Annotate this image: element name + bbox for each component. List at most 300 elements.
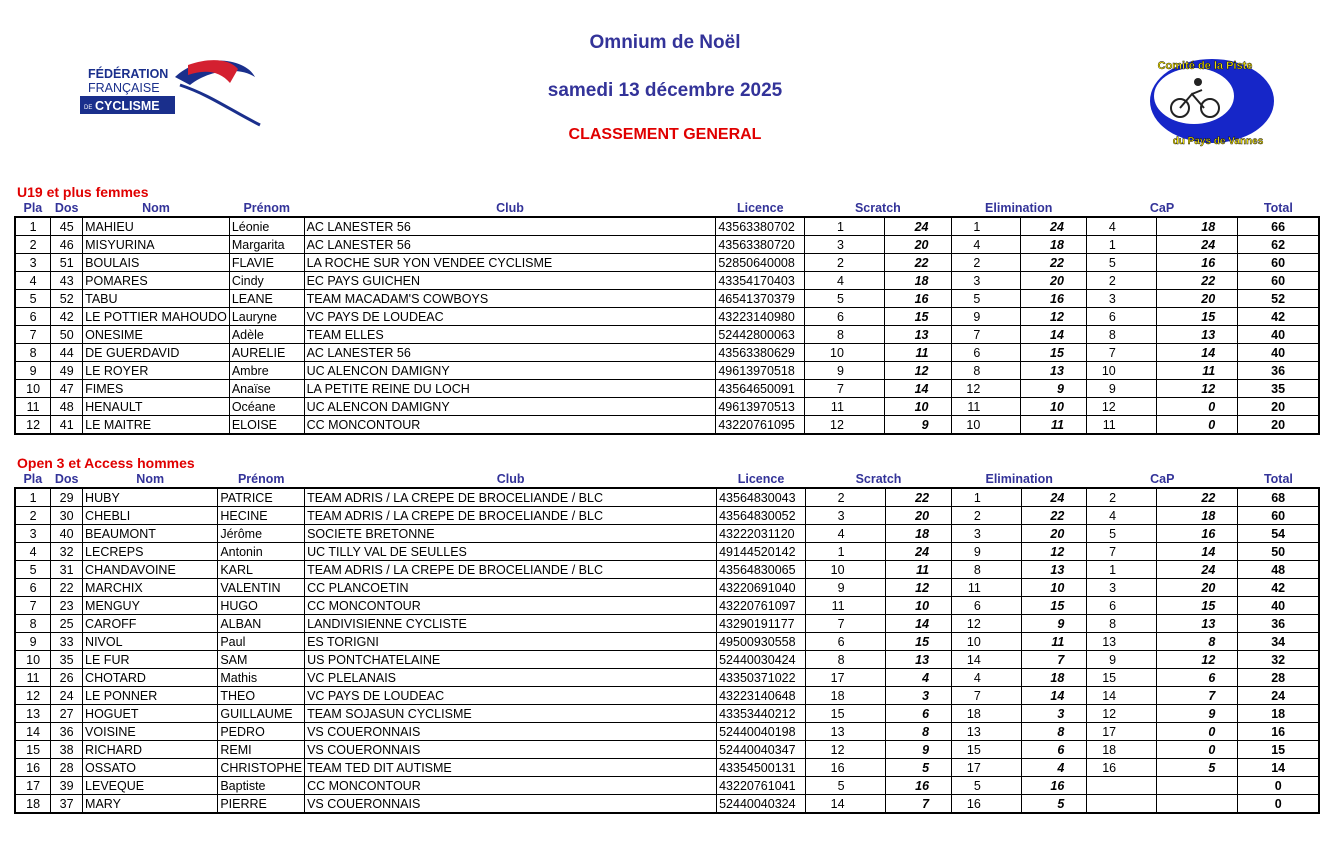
table-row bbox=[15, 597, 1319, 615]
club-cell: VC PLELANAIS bbox=[305, 669, 717, 687]
licence-cell: 49613970518 bbox=[716, 362, 805, 380]
table-row bbox=[15, 669, 1319, 687]
elimination-points-cell: 22 bbox=[1021, 507, 1087, 525]
cap-points-cell bbox=[1157, 795, 1238, 814]
total-cell: 54 bbox=[1238, 525, 1319, 543]
cap-place-cell: 1 bbox=[1087, 561, 1157, 579]
ffc-logo bbox=[80, 55, 270, 130]
nom-cell: CAROFF bbox=[83, 615, 218, 633]
cap-place-cell: 18 bbox=[1087, 741, 1157, 759]
licence-cell: 43220691040 bbox=[717, 579, 806, 597]
nom-cell: MENGUY bbox=[83, 597, 218, 615]
scratch-place-cell: 18 bbox=[805, 687, 885, 705]
col-cap: CaP bbox=[1149, 201, 1175, 215]
cap-points-cell: 0 bbox=[1157, 723, 1238, 741]
prenom-cell: KARL bbox=[218, 561, 305, 579]
pla-cell: 5 bbox=[15, 561, 51, 579]
nom-cell: LE ROYER bbox=[83, 362, 230, 380]
elimination-points-cell: 6 bbox=[1021, 741, 1087, 759]
dos-cell: 43 bbox=[51, 272, 83, 290]
cap-place-cell: 1 bbox=[1086, 236, 1156, 254]
club-cell: VS COUERONNAIS bbox=[305, 795, 717, 814]
elimination-points-cell: 12 bbox=[1021, 308, 1087, 326]
prenom-cell: HECINE bbox=[218, 507, 305, 525]
col-nom: Nom bbox=[136, 472, 165, 486]
nom-cell: CHEBLI bbox=[83, 507, 218, 525]
nom-cell: VOISINE bbox=[83, 723, 218, 741]
col-prenom: Prénom bbox=[243, 201, 290, 215]
event-title: Omnium de Noël bbox=[589, 32, 741, 53]
scratch-place-cell: 8 bbox=[805, 326, 885, 344]
licence-cell: 52440040324 bbox=[717, 795, 806, 814]
scratch-place-cell: 3 bbox=[805, 507, 885, 525]
table-row bbox=[15, 272, 1319, 290]
scratch-place-cell: 10 bbox=[805, 344, 885, 362]
elimination-points-cell: 24 bbox=[1021, 217, 1087, 236]
table-row bbox=[15, 633, 1319, 651]
classement-title: CLASSEMENT GENERAL bbox=[568, 126, 762, 143]
total-cell: 60 bbox=[1238, 507, 1319, 525]
licence-cell: 43222031120 bbox=[717, 525, 806, 543]
cap-place-cell: 6 bbox=[1087, 597, 1157, 615]
scratch-place-cell: 5 bbox=[805, 290, 885, 308]
licence-cell: 49500930558 bbox=[717, 633, 806, 651]
scratch-points-cell: 3 bbox=[885, 687, 952, 705]
col-pla: Pla bbox=[23, 201, 43, 215]
total-cell: 36 bbox=[1238, 362, 1319, 380]
cap-place-cell: 10 bbox=[1086, 362, 1156, 380]
cap-points-cell: 16 bbox=[1157, 525, 1238, 543]
scratch-points-cell: 13 bbox=[885, 651, 952, 669]
total-cell: 24 bbox=[1238, 687, 1319, 705]
cap-points-cell: 0 bbox=[1156, 398, 1237, 416]
dos-cell: 48 bbox=[51, 398, 83, 416]
total-cell: 48 bbox=[1238, 561, 1319, 579]
elimination-place-cell: 14 bbox=[952, 651, 1022, 669]
club-cell: ES TORIGNI bbox=[305, 633, 717, 651]
table-row bbox=[15, 398, 1319, 416]
dos-cell: 26 bbox=[51, 669, 83, 687]
elimination-place-cell: 11 bbox=[951, 398, 1021, 416]
nom-cell: LE FUR bbox=[83, 651, 218, 669]
dos-cell: 23 bbox=[51, 597, 83, 615]
elimination-points-cell: 12 bbox=[1021, 543, 1087, 561]
club-cell: CC MONCONTOUR bbox=[304, 416, 716, 435]
dos-cell: 33 bbox=[51, 633, 83, 651]
pla-cell: 2 bbox=[15, 236, 51, 254]
cap-points-cell: 12 bbox=[1157, 651, 1238, 669]
results-table-open3-hommes bbox=[14, 472, 1320, 814]
cap-points-cell: 0 bbox=[1157, 741, 1238, 759]
total-cell: 42 bbox=[1238, 308, 1319, 326]
elimination-points-cell: 18 bbox=[1021, 669, 1087, 687]
table-row bbox=[15, 615, 1319, 633]
table-row bbox=[15, 687, 1319, 705]
prenom-cell: ALBAN bbox=[218, 615, 305, 633]
nom-cell: LE POTTIER MAHOUDO bbox=[83, 308, 230, 326]
total-cell: 34 bbox=[1238, 633, 1319, 651]
scratch-place-cell: 5 bbox=[805, 777, 885, 795]
total-cell: 40 bbox=[1238, 597, 1319, 615]
cap-place-cell: 5 bbox=[1086, 254, 1156, 272]
elimination-points-cell: 20 bbox=[1021, 525, 1087, 543]
club-cell: EC PAYS GUICHEN bbox=[304, 272, 716, 290]
elimination-place-cell: 6 bbox=[952, 597, 1022, 615]
cap-place-cell: 14 bbox=[1087, 687, 1157, 705]
col-total: Total bbox=[1263, 201, 1293, 215]
table-row bbox=[15, 741, 1319, 759]
pla-cell: 10 bbox=[15, 380, 51, 398]
col-elimination: Elimination bbox=[985, 472, 1053, 486]
prenom-cell: Jérôme bbox=[218, 525, 305, 543]
club-cell: SOCIETE BRETONNE bbox=[305, 525, 717, 543]
elimination-place-cell: 4 bbox=[952, 669, 1022, 687]
comite-logo bbox=[1132, 56, 1278, 150]
scratch-points-cell: 18 bbox=[884, 272, 951, 290]
elimination-place-cell: 11 bbox=[952, 579, 1022, 597]
dos-cell: 30 bbox=[51, 507, 83, 525]
elimination-points-cell: 8 bbox=[1021, 723, 1087, 741]
table-row bbox=[15, 254, 1319, 272]
col-cap: CaP bbox=[1150, 472, 1175, 486]
cap-place-cell: 12 bbox=[1086, 398, 1156, 416]
scratch-points-cell: 15 bbox=[885, 633, 952, 651]
elimination-place-cell: 7 bbox=[952, 687, 1022, 705]
nom-cell: LECREPS bbox=[83, 543, 218, 561]
scratch-points-cell: 11 bbox=[885, 561, 952, 579]
cap-place-cell: 9 bbox=[1087, 651, 1157, 669]
nom-cell: BEAUMONT bbox=[83, 525, 218, 543]
scratch-points-cell: 20 bbox=[884, 236, 951, 254]
cap-points-cell: 22 bbox=[1156, 272, 1237, 290]
cap-points-cell bbox=[1157, 777, 1238, 795]
dos-cell: 24 bbox=[51, 687, 83, 705]
dos-cell: 37 bbox=[51, 795, 83, 814]
scratch-place-cell: 14 bbox=[805, 795, 885, 814]
pla-cell: 12 bbox=[15, 416, 51, 435]
cap-place-cell: 2 bbox=[1086, 272, 1156, 290]
nom-cell: FIMES bbox=[83, 380, 230, 398]
pla-cell: 6 bbox=[15, 308, 51, 326]
club-cell: UC ALENCON DAMIGNY bbox=[304, 398, 716, 416]
cap-place-cell: 2 bbox=[1087, 488, 1157, 507]
ffc-logo-line3: CYCLISME bbox=[95, 99, 160, 113]
licence-cell: 52440040198 bbox=[717, 723, 806, 741]
comite-logo-line2: du Pays de Vannes bbox=[1172, 136, 1264, 147]
cap-place-cell: 3 bbox=[1086, 290, 1156, 308]
cap-points-cell: 13 bbox=[1157, 615, 1238, 633]
scratch-points-cell: 16 bbox=[885, 777, 952, 795]
cap-points-cell: 18 bbox=[1157, 507, 1238, 525]
scratch-points-cell: 20 bbox=[885, 507, 952, 525]
table-row bbox=[15, 326, 1319, 344]
scratch-place-cell: 4 bbox=[805, 272, 885, 290]
nom-cell: ONESIME bbox=[83, 326, 230, 344]
scratch-place-cell: 9 bbox=[805, 362, 885, 380]
licence-cell: 43563380629 bbox=[716, 344, 805, 362]
club-cell: TEAM TED DIT AUTISME bbox=[305, 759, 717, 777]
cap-points-cell: 24 bbox=[1156, 236, 1237, 254]
dos-cell: 31 bbox=[51, 561, 83, 579]
table-row bbox=[15, 362, 1319, 380]
elimination-points-cell: 9 bbox=[1021, 380, 1087, 398]
scratch-points-cell: 8 bbox=[885, 723, 952, 741]
pla-cell: 7 bbox=[15, 597, 51, 615]
scratch-points-cell: 24 bbox=[884, 217, 951, 236]
col-nom: Nom bbox=[142, 201, 170, 215]
prenom-cell: Ambre bbox=[229, 362, 304, 380]
comite-logo-line1: Comité de la Piste bbox=[1157, 60, 1253, 72]
licence-cell: 43564830052 bbox=[717, 507, 806, 525]
scratch-place-cell: 10 bbox=[805, 561, 885, 579]
prenom-cell: THEO bbox=[218, 687, 305, 705]
club-cell: VC PAYS DE LOUDEAC bbox=[305, 687, 717, 705]
ffc-logo-line2: FRANÇAISE bbox=[88, 81, 160, 95]
elimination-points-cell: 5 bbox=[1021, 795, 1087, 814]
prenom-cell: Baptiste bbox=[218, 777, 305, 795]
cap-points-cell: 15 bbox=[1156, 308, 1237, 326]
total-cell: 0 bbox=[1238, 777, 1319, 795]
nom-cell: RICHARD bbox=[83, 741, 218, 759]
table-row bbox=[15, 525, 1319, 543]
scratch-points-cell: 13 bbox=[884, 326, 951, 344]
dos-cell: 47 bbox=[51, 380, 83, 398]
elimination-points-cell: 3 bbox=[1021, 705, 1087, 723]
licence-cell: 52850640008 bbox=[716, 254, 805, 272]
dos-cell: 38 bbox=[51, 741, 83, 759]
licence-cell: 52442800063 bbox=[716, 326, 805, 344]
pla-cell: 1 bbox=[15, 217, 51, 236]
total-cell: 52 bbox=[1238, 290, 1319, 308]
club-cell: UC ALENCON DAMIGNY bbox=[304, 362, 716, 380]
dos-cell: 40 bbox=[51, 525, 83, 543]
nom-cell: OSSATO bbox=[83, 759, 218, 777]
elimination-place-cell: 12 bbox=[952, 615, 1022, 633]
elimination-points-cell: 7 bbox=[1021, 651, 1087, 669]
club-cell: AC LANESTER 56 bbox=[304, 217, 716, 236]
licence-cell: 46541370379 bbox=[716, 290, 805, 308]
prenom-cell: AURELIE bbox=[229, 344, 304, 362]
licence-cell: 43350371022 bbox=[717, 669, 806, 687]
scratch-points-cell: 10 bbox=[885, 597, 952, 615]
pla-cell: 8 bbox=[15, 615, 51, 633]
total-cell: 60 bbox=[1238, 254, 1319, 272]
scratch-place-cell: 7 bbox=[805, 615, 885, 633]
elimination-points-cell: 22 bbox=[1021, 254, 1087, 272]
prenom-cell: Cindy bbox=[229, 272, 304, 290]
scratch-place-cell: 4 bbox=[805, 525, 885, 543]
scratch-place-cell: 3 bbox=[805, 236, 885, 254]
table-row bbox=[15, 236, 1319, 254]
table-row bbox=[15, 308, 1319, 326]
cap-points-cell: 20 bbox=[1157, 579, 1238, 597]
nom-cell: CHOTARD bbox=[83, 669, 218, 687]
prenom-cell: REMI bbox=[218, 741, 305, 759]
cap-points-cell: 13 bbox=[1156, 326, 1237, 344]
dos-cell: 22 bbox=[51, 579, 83, 597]
elimination-place-cell: 4 bbox=[951, 236, 1021, 254]
cap-place-cell: 15 bbox=[1087, 669, 1157, 687]
elimination-points-cell: 15 bbox=[1021, 344, 1087, 362]
prenom-cell: HUGO bbox=[218, 597, 305, 615]
club-cell: VC PAYS DE LOUDEAC bbox=[304, 308, 716, 326]
col-total: Total bbox=[1263, 472, 1293, 486]
dos-cell: 29 bbox=[51, 488, 83, 507]
total-cell: 14 bbox=[1238, 759, 1319, 777]
col-prenom: Prénom bbox=[237, 472, 285, 486]
scratch-points-cell: 9 bbox=[885, 741, 952, 759]
pla-cell: 2 bbox=[15, 507, 51, 525]
elimination-points-cell: 10 bbox=[1021, 579, 1087, 597]
club-cell: TEAM SOJASUN CYCLISME bbox=[305, 705, 717, 723]
table-row bbox=[15, 507, 1319, 525]
elimination-place-cell: 17 bbox=[952, 759, 1022, 777]
licence-cell: 52440030424 bbox=[717, 651, 806, 669]
cap-place-cell: 5 bbox=[1087, 525, 1157, 543]
nom-cell: MARY bbox=[83, 795, 218, 814]
cap-place-cell bbox=[1087, 777, 1157, 795]
elimination-place-cell: 16 bbox=[952, 795, 1022, 814]
col-licence: Licence bbox=[737, 472, 785, 486]
cap-place-cell: 4 bbox=[1086, 217, 1156, 236]
prenom-cell: PEDRO bbox=[218, 723, 305, 741]
club-cell: CC MONCONTOUR bbox=[305, 597, 717, 615]
cap-points-cell: 22 bbox=[1157, 488, 1238, 507]
total-cell: 40 bbox=[1238, 344, 1319, 362]
table-row bbox=[15, 543, 1319, 561]
licence-cell: 43223140980 bbox=[716, 308, 805, 326]
cap-points-cell: 9 bbox=[1157, 705, 1238, 723]
elimination-place-cell: 2 bbox=[952, 507, 1022, 525]
cap-points-cell: 24 bbox=[1157, 561, 1238, 579]
dos-cell: 44 bbox=[51, 344, 83, 362]
dos-cell: 52 bbox=[51, 290, 83, 308]
total-cell: 50 bbox=[1238, 543, 1319, 561]
table-row bbox=[15, 488, 1319, 507]
scratch-points-cell: 24 bbox=[885, 543, 952, 561]
pla-cell: 9 bbox=[15, 362, 51, 380]
pla-cell: 14 bbox=[15, 723, 51, 741]
scratch-points-cell: 12 bbox=[884, 362, 951, 380]
licence-cell: 43223140648 bbox=[717, 687, 806, 705]
section-title-u19-femmes: U19 et plus femmes bbox=[17, 184, 149, 200]
scratch-place-cell: 11 bbox=[805, 398, 885, 416]
cap-points-cell: 14 bbox=[1157, 543, 1238, 561]
col-scratch: Scratch bbox=[854, 201, 901, 215]
elimination-place-cell: 12 bbox=[951, 380, 1021, 398]
pla-cell: 16 bbox=[15, 759, 51, 777]
cap-place-cell: 9 bbox=[1086, 380, 1156, 398]
dos-cell: 32 bbox=[51, 543, 83, 561]
licence-cell: 52440040347 bbox=[717, 741, 806, 759]
licence-cell: 49613970513 bbox=[716, 398, 805, 416]
ffc-logo-line1: FÉDÉRATION bbox=[88, 67, 169, 81]
cap-place-cell: 7 bbox=[1086, 344, 1156, 362]
prenom-cell: GUILLAUME bbox=[218, 705, 305, 723]
prenom-cell: VALENTIN bbox=[218, 579, 305, 597]
scratch-place-cell: 2 bbox=[805, 254, 885, 272]
pla-cell: 4 bbox=[15, 272, 51, 290]
cap-place-cell: 7 bbox=[1087, 543, 1157, 561]
nom-cell: LEVEQUE bbox=[83, 777, 218, 795]
pla-cell: 3 bbox=[15, 525, 51, 543]
table-row bbox=[15, 759, 1319, 777]
elimination-place-cell: 9 bbox=[951, 308, 1021, 326]
pla-cell: 13 bbox=[15, 705, 51, 723]
total-cell: 28 bbox=[1238, 669, 1319, 687]
nom-cell: BOULAIS bbox=[83, 254, 230, 272]
scratch-points-cell: 12 bbox=[885, 579, 952, 597]
pla-cell: 12 bbox=[15, 687, 51, 705]
cap-points-cell: 0 bbox=[1156, 416, 1237, 435]
ffc-logo-prefix: DE bbox=[84, 105, 93, 111]
scratch-place-cell: 8 bbox=[805, 651, 885, 669]
scratch-place-cell: 12 bbox=[805, 741, 885, 759]
cap-points-cell: 14 bbox=[1156, 344, 1237, 362]
elimination-place-cell: 3 bbox=[951, 272, 1021, 290]
scratch-points-cell: 7 bbox=[885, 795, 952, 814]
cap-place-cell: 17 bbox=[1087, 723, 1157, 741]
club-cell: AC LANESTER 56 bbox=[304, 344, 716, 362]
scratch-points-cell: 5 bbox=[885, 759, 952, 777]
pla-cell: 1 bbox=[15, 488, 51, 507]
dos-cell: 39 bbox=[51, 777, 83, 795]
pla-cell: 7 bbox=[15, 326, 51, 344]
total-cell: 68 bbox=[1238, 488, 1319, 507]
licence-cell: 49144520142 bbox=[717, 543, 806, 561]
licence-cell: 43564650091 bbox=[716, 380, 805, 398]
prenom-cell: SAM bbox=[218, 651, 305, 669]
club-cell: TEAM ADRIS / LA CREPE DE BROCELIANDE / BLC bbox=[305, 507, 717, 525]
elimination-place-cell: 15 bbox=[952, 741, 1022, 759]
licence-cell: 43563380720 bbox=[716, 236, 805, 254]
table-row bbox=[15, 795, 1319, 814]
table-row bbox=[15, 705, 1319, 723]
nom-cell: DE GUERDAVID bbox=[83, 344, 230, 362]
cap-points-cell: 6 bbox=[1157, 669, 1238, 687]
licence-cell: 43290191177 bbox=[717, 615, 806, 633]
cap-place-cell: 3 bbox=[1087, 579, 1157, 597]
scratch-points-cell: 9 bbox=[884, 416, 951, 435]
pla-cell: 18 bbox=[15, 795, 51, 814]
scratch-points-cell: 4 bbox=[885, 669, 952, 687]
col-dos: Dos bbox=[54, 201, 79, 215]
scratch-points-cell: 14 bbox=[884, 380, 951, 398]
dos-cell: 27 bbox=[51, 705, 83, 723]
total-cell: 36 bbox=[1238, 615, 1319, 633]
cap-points-cell: 5 bbox=[1157, 759, 1238, 777]
pla-cell: 17 bbox=[15, 777, 51, 795]
pla-cell: 6 bbox=[15, 579, 51, 597]
scratch-points-cell: 6 bbox=[885, 705, 952, 723]
elimination-place-cell: 5 bbox=[951, 290, 1021, 308]
licence-cell: 43563380702 bbox=[716, 217, 805, 236]
table-row bbox=[15, 579, 1319, 597]
club-cell: TEAM ELLES bbox=[304, 326, 716, 344]
elimination-place-cell: 3 bbox=[952, 525, 1022, 543]
prenom-cell: CHRISTOPHE bbox=[218, 759, 305, 777]
cap-points-cell: 7 bbox=[1157, 687, 1238, 705]
elimination-place-cell: 8 bbox=[952, 561, 1022, 579]
dos-cell: 25 bbox=[51, 615, 83, 633]
dos-cell: 28 bbox=[51, 759, 83, 777]
elimination-place-cell: 6 bbox=[951, 344, 1021, 362]
club-cell: TEAM MACADAM'S COWBOYS bbox=[304, 290, 716, 308]
cap-place-cell bbox=[1087, 795, 1157, 814]
prenom-cell: Paul bbox=[218, 633, 305, 651]
elimination-place-cell: 18 bbox=[952, 705, 1022, 723]
licence-cell: 43220761095 bbox=[716, 416, 805, 435]
